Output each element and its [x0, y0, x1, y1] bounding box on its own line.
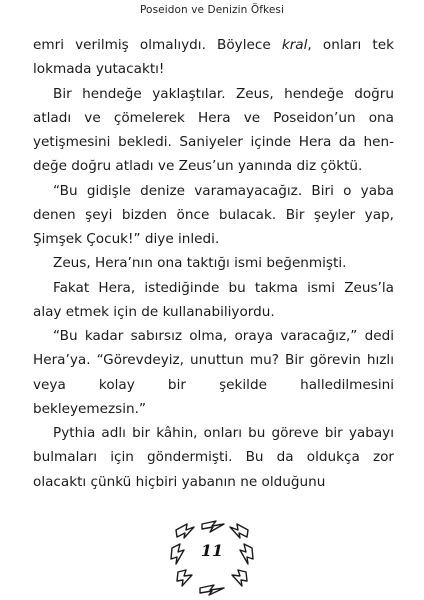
- running-header: Poseidon ve Denizin Öfkesi: [140, 4, 284, 16]
- paragraph-1-text-after: , onları tek lokmada yutacaktı!: [33, 37, 394, 78]
- paragraph-1-text-before: emri verilmiş olmalıydı. Böylece: [33, 37, 282, 53]
- bolt-lower-right-icon: [232, 570, 247, 586]
- bolt-top-icon: [202, 521, 224, 532]
- paragraph-6: “Bu kadar sabırsız olma, oraya varacağız,” dedi Hera’ya. “Görevdeyiz, unuttun mu? Bir görevin hızlı veya kolay bir şekilde halledilmesini bekleyemezsin.”: [33, 328, 394, 417]
- paragraph-1: [33, 33, 394, 82]
- bolt-upper-right-icon: [230, 524, 248, 538]
- bolt-lower-left-icon: [177, 570, 192, 586]
- paragraph-1-emphasis: kral: [281, 37, 308, 53]
- bolt-bottom-icon: [200, 585, 224, 595]
- paragraph-4: Zeus, Hera’nın ona taktığı ismi beğenmişti.: [53, 255, 347, 272]
- paragraph-3: “Bu gidişle denize varamayacağız. Biri o yaba denen şeyi bizden önce bulacak. Bir şeyler yap, Şimşek Çocuk!” diye inledi.: [33, 182, 394, 247]
- paragraph-5: Fakat Hera, istediğinde bu takma ismi Zeus’la alay etmek için de kullanabiliyordu.: [33, 279, 394, 320]
- bolt-upper-left-icon: [176, 524, 194, 538]
- page-body: [33, 33, 394, 494]
- page-number: 11: [200, 541, 224, 560]
- paragraph-2: Bir hendeğe yaklaştılar. Zeus, hendeğe doğru atladı ve çömelerek Hera ve Poseidon’un ona yetişmesini bekledi. Saniyeler içinde Hera da hendeğe doğru atladı ve Zeus’un yanında diz çöktü.: [33, 85, 394, 175]
- paragraph-7: Pythia adlı bir kâhin, onları bu göreve bir yabayı bulmaları için göndermişti. Bu da oldukça zor olacaktı çünkü hiçbiri yabanın ne olduğunu: [33, 425, 394, 490]
